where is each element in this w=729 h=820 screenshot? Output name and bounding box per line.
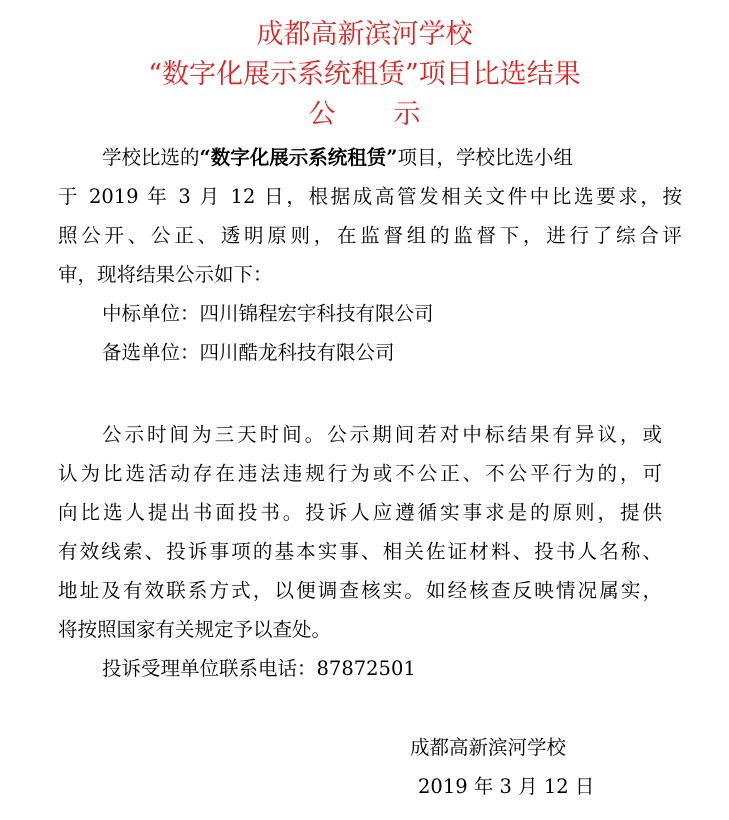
- winner-unit: 中标单位：四川锦程宏宇科技有限公司: [102, 302, 434, 325]
- intro-line-3: 照公开、公正、透明原则，在监督组的监督下，进行了综合评: [58, 224, 682, 247]
- title-announcement: 公示: [308, 99, 479, 130]
- project-name: “数字化展示系统租赁”: [199, 146, 398, 169]
- notice-line-1: 公示时间为三天时间。公示期间若对中标结果有异议，或: [102, 423, 662, 446]
- title-project-result: “数字化展示系统租赁”项目比选结果: [148, 59, 581, 90]
- alternate-unit: 备选单位：四川酷龙科技有限公司: [102, 341, 395, 364]
- signature-org: 成都高新滨河学校: [410, 736, 567, 759]
- complaint-contact-phone: 投诉受理单位联系电话：87872501: [102, 657, 416, 680]
- title-school-name: 成都高新滨河学校: [256, 19, 473, 50]
- notice-line-2: 认为比选活动存在违法违规行为或不公正、不公平行为的，可: [58, 462, 662, 485]
- intro-line-1-prefix: 学校比选的: [102, 146, 200, 169]
- notice-line-4: 有效线索、投诉事项的基本实事、相关佐证材料、投书人名称、: [58, 540, 662, 563]
- notice-line-3: 向比选人提出书面投书。投诉人应遵循实事求是的原则，提供: [58, 501, 662, 524]
- notice-line-5: 地址及有效联系方式，以便调查核实。如经核查反映情况属实，: [58, 579, 662, 602]
- signature-date: 2019 年 3 月 12 日: [418, 775, 595, 798]
- intro-line-1: [102, 146, 682, 170]
- intro-line-1-suffix: 项目，学校比选小组: [397, 146, 573, 169]
- intro-line-2: 于 2019 年 3 月 12 日，根据成高管发相关文件中比选要求，按: [58, 185, 682, 208]
- notice-line-6: 将按照国家有关规定予以查处。: [58, 618, 332, 641]
- intro-line-4: 审，现将结果公示如下：: [58, 263, 273, 286]
